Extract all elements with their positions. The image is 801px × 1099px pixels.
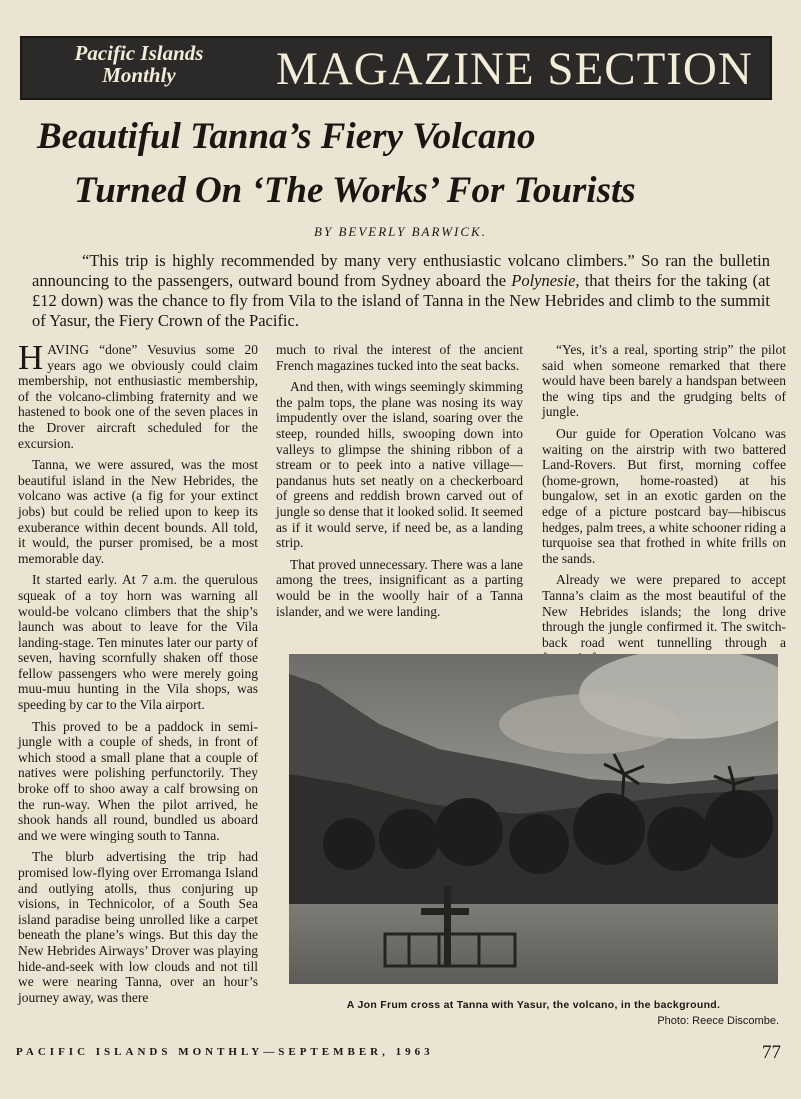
paragraph: The blurb advertising the trip had promised low-flying over Erromanga Island and outlying atolls, thus conjuring up visions, in Technicolor, of a South Sea island paradise being unrolled like a carpet beneath the plane’s wings. But this day the New Hebrides Airways’ Drover was playing hide-and-seek with low clouds and not till we were nearing Tanna, over an hour’s journey away, was there [18,849,258,1005]
paragraph: much to rival the interest of the ancient French magazines tucked into the seat backs. [276,342,523,373]
brand-line-2: Monthly [102,63,176,87]
paragraph: And then, with wings seemingly skimming the palm tops, the plane was nosing its way impudently over the island, soaring over the steep, rounded hills, swooping down into valleys to glimpse the shining ribbon of a stream or to peek into a native village—pandanus huts set neatly on a checkerboard of greens and reddish brown carved out of jungle so dense that it looked solid. It seemed as if it would serve, if need be, as a landing strip. [276,379,523,551]
brand-line-1: Pacific Islands [74,41,204,65]
paragraph-text: AVING “done” Vesuvius some 20 years ago we obviously could claim membership, not enthusiastic membership, of the volcano-climbing fraternity and we hastened to book one of the seven places in the Drover aircraft scheduled for the excursion. [18,342,258,451]
paragraph: It started early. At 7 a.m. the querulous squeak of a toy horn was warning all would-be volcano climbers that the ship’s launch was about to leave for the Vila landing-stage. Ten minutes later our party of seven, having scornfully shaken off those fellow passengers who were merely going muu-muu hunting in the Vila shops, was speeding by car to the Vila airport. [18,572,258,713]
photo-caption: A Jon Frum cross at Tanna with Yasur, the volcano, in the background. [346,999,721,1011]
column-2 [276,342,523,625]
section-title: MAGAZINE SECTION [276,43,753,95]
photo-credit: Photo: Reece Discombe. [657,1015,779,1027]
lead-paragraph [32,251,770,331]
paragraph: That proved unnecessary. There was a lane among the trees, insignificant as a parting would be in the woolly hair of a Tanna islander, and we were landing. [276,556,523,619]
page-number: 77 [762,1042,781,1063]
paragraph [18,338,258,451]
column-1 [18,338,258,1011]
paragraph: This proved to be a paddock in semi-jungle with a couple of sheds, in front of which stood a small plane that a couple of natives were polishing perfunctorily. They broke off to shoo away a calf browsing on the run-way. When the pilot arrived, he shook hands all round, bundled us aboard and we were winging south to Tanna. [18,718,258,843]
masthead [20,36,772,100]
column-3 [542,342,786,672]
headline-line-1: Beautiful Tanna’s Fiery Volcano [37,116,536,157]
ship-name: Polynesie, [511,271,580,290]
masthead-brand [44,42,234,86]
page-footer: PACIFIC ISLANDS MONTHLY—SEPTEMBER, 1963 [16,1046,434,1058]
lead-text-1: “This trip is highly recommended by many very enthusiastic volcano climbers.” So ran the bulletin announcing to the passengers, outward bound from Sydney aboard the [32,251,770,290]
lead-text-2: that theirs for the taking (at £12 down) was the chance to fly from Vila to the island of Tanna in the New Hebrides and climb to the summit of Yasur, the Fiery Crown of the Pacific. [32,271,770,330]
paragraph: “Yes, it’s a real, sporting strip” the pilot said when someone remarked that there would have been barely a handspan between the wing tips and the grudging belts of jungle. [542,342,786,420]
headline-line-2: Turned On ‘The Works’ For Tourists [74,170,636,211]
volcano-photo-image [289,654,778,984]
paragraph: Tanna, we were assured, was the most beautiful island in the New Hebrides, the volcano was active (a fig for your extinct jobs) but could be relied upon to keep its exuberance within decent bounds. All told, it would, the purser promised, be a most memorable day. [18,457,258,566]
volcano-photo [289,654,778,984]
drop-cap: H [18,338,44,377]
paragraph: Our guide for Operation Volcano was waiting on the airstrip with two battered Land-Rovers. But first, morning coffee (home-grown, home-roasted) at his bungalow, set in an exotic garden on the edge of a picture postcard bay—hibiscus hedges, palm trees, a white schooner riding a turquoise sea that frothed in white frills on the sands. [542,425,786,566]
paragraph: Already we were prepared to accept Tanna’s claim as the most beautiful of the New Hebrides islands; the long drive through the jungle confirmed it. The switch-back road went tunnelling through a [542,572,786,650]
byline: BY BEVERLY BARWICK. [314,224,487,239]
